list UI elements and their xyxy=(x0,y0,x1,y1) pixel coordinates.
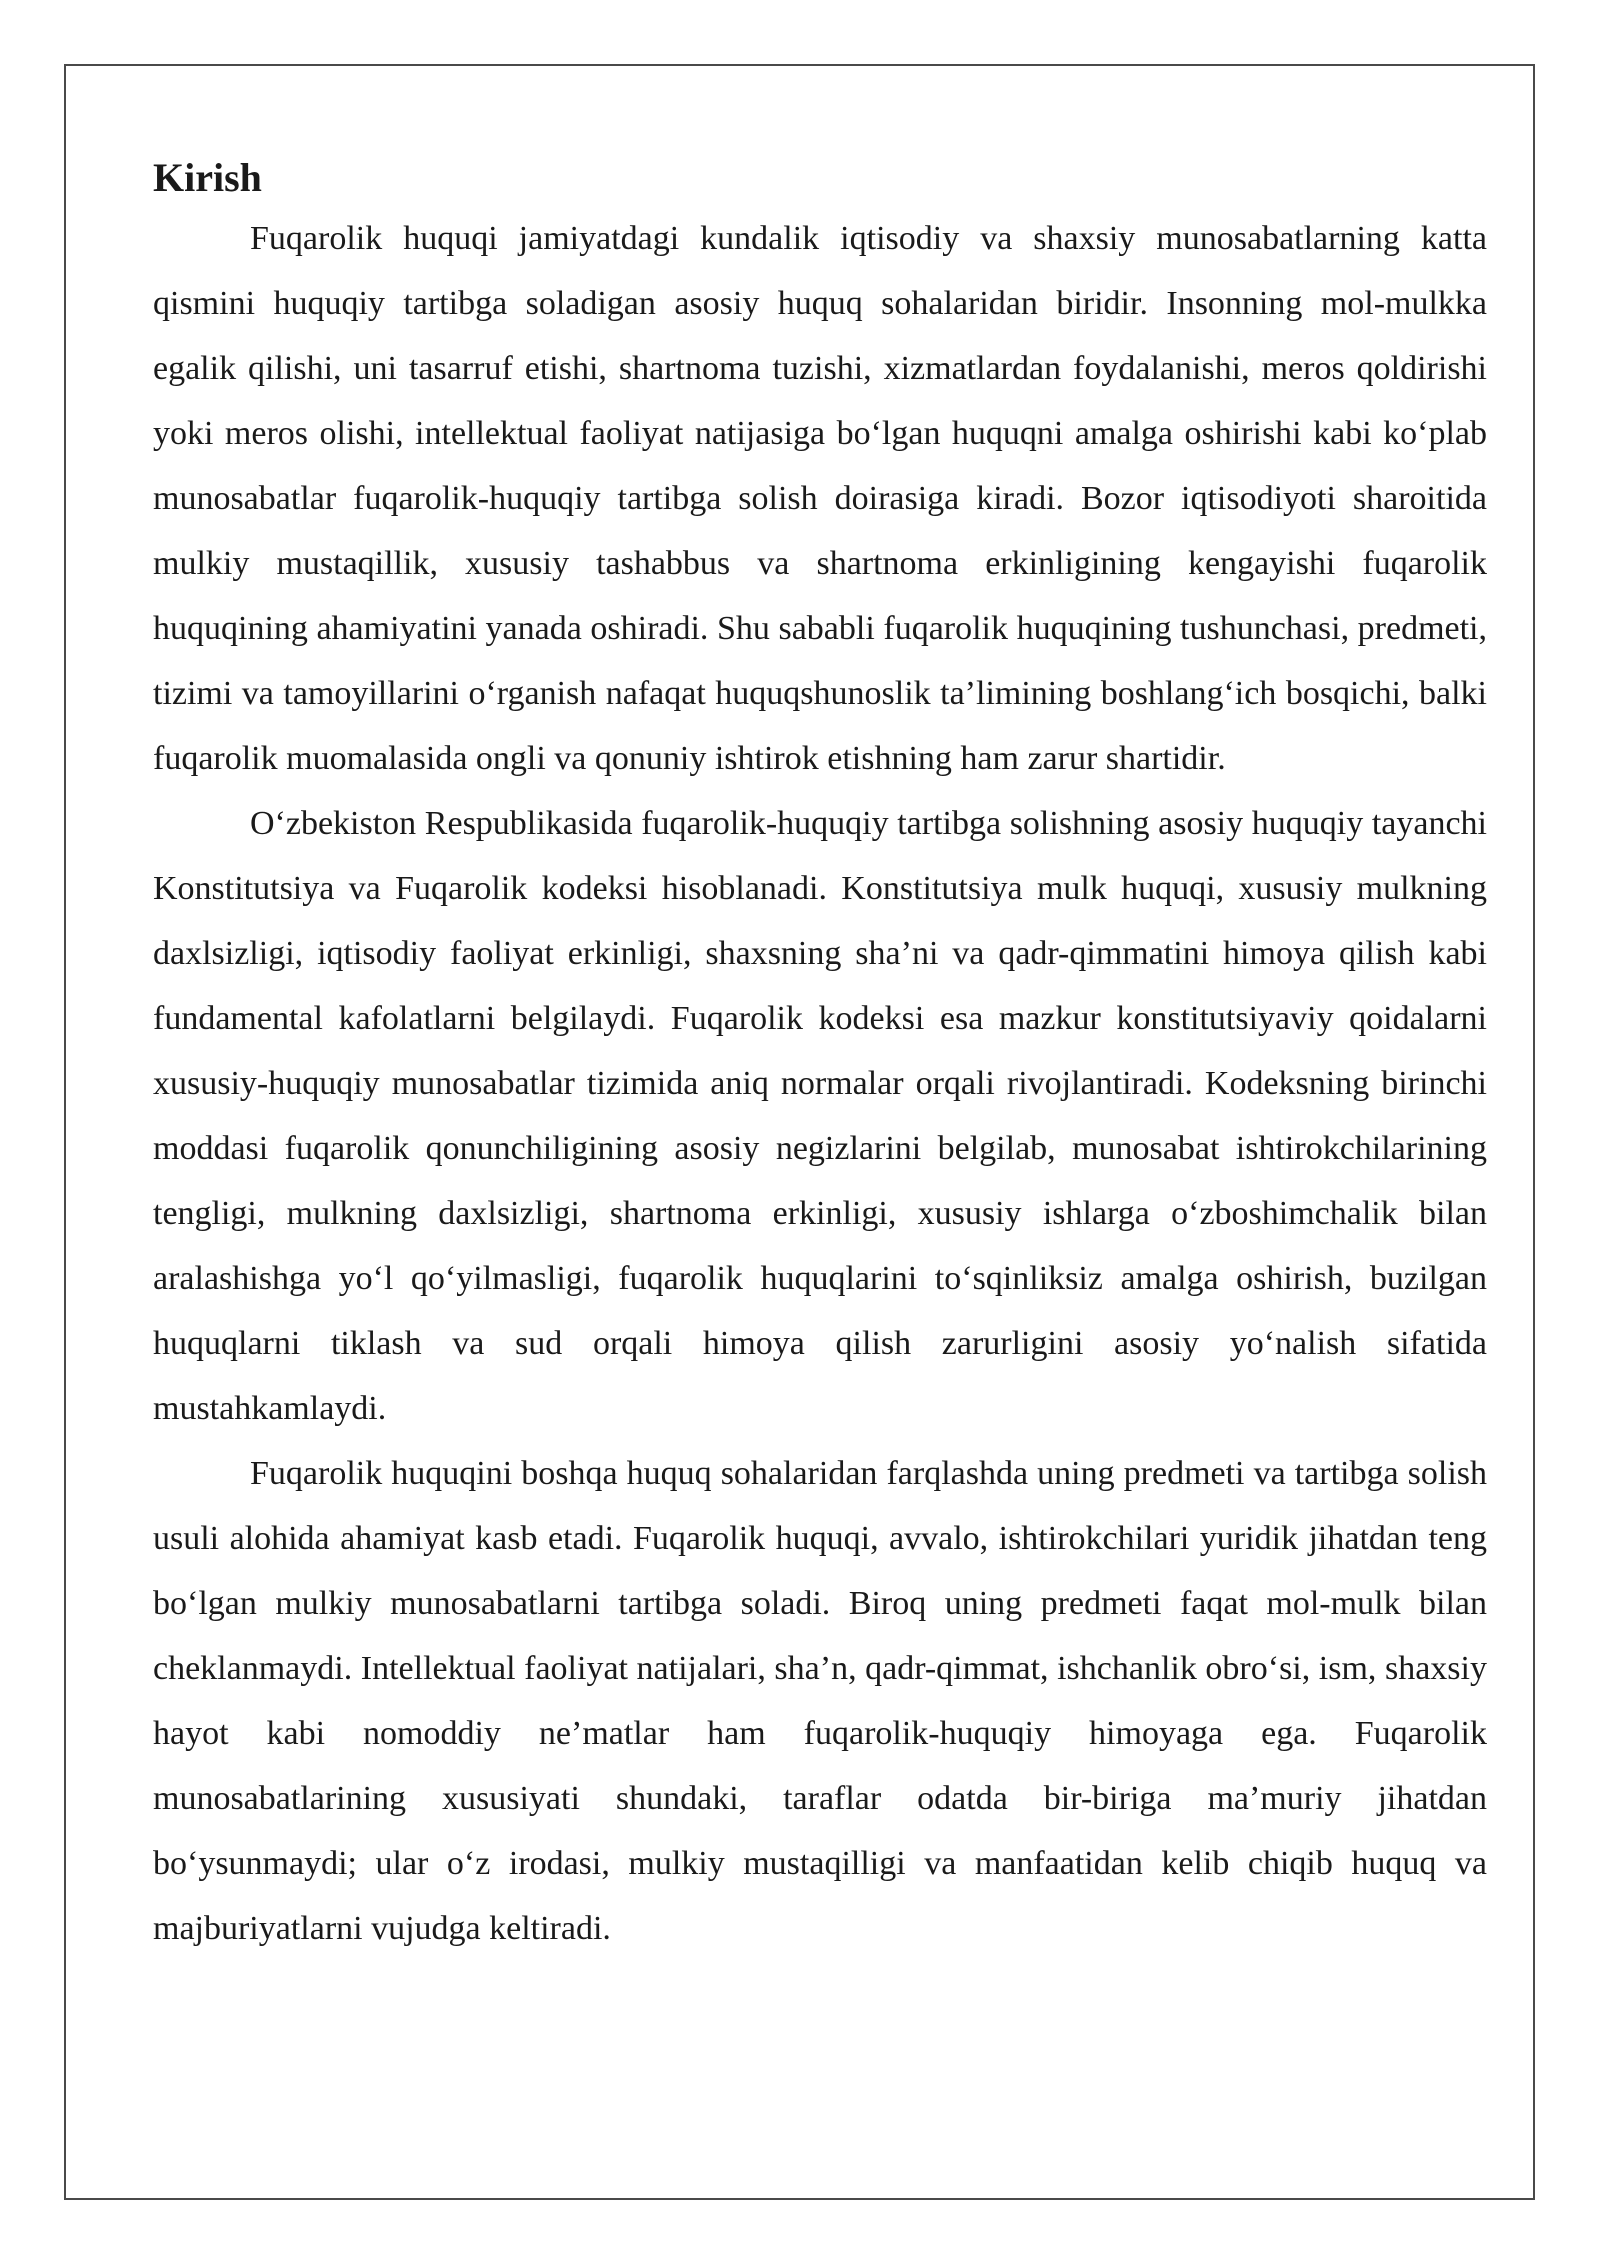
paragraph-3: Fuqarolik huquqini boshqa huquq sohalaridan farqlashda uning predmeti va tartibga solish usuli alohida ahamiyat kasb etadi. Fuqarolik huquqi, avvalo, ishtirokchilari yuridik jihatdan teng bo‘lgan mulkiy munosabatlarni tartibga soladi. Biroq uning predmeti faqat mol-mulk bilan cheklanmaydi. Intellektual faoliyat natijalari, sha’n, qadr-qimmat, ishchanlik obro‘si, ism, shaxsiy hayot kabi nomoddiy ne’matlar ham fuqarolik-huquqiy himoyaga ega. Fuqarolik munosabatlarining xususiyati shundaki, taraflar odatda bir-biriga ma’muriy jihatdan bo‘ysunmaydi; ular o‘z irodasi, mulkiy mustaqilligi va manfaatidan kelib chiqib huquq va majburiyatlarni vujudga keltiradi. xyxy=(153,1455,1487,1947)
paragraph-1: Fuqarolik huquqi jamiyatdagi kundalik iqtisodiy va shaxsiy munosabatlarning katta qismini huquqiy tartibga soladigan asosiy huquq sohalaridan biridir. Insonning mol-mulkka egalik qilishi, uni tasarruf etishi, shartnoma tuzishi, xizmatlardan foydalanishi, meros qoldirishi yoki meros olishi, intellektual faoliyat natijasiga bo‘lgan huquqni amalga oshirishi kabi ko‘plab munosabatlar fuqarolik-huquqiy tartibga solish doirasiga kiradi. Bozor iqtisodiyoti sharoitida mulkiy mustaqillik, xususiy tashabbus va shartnoma erkinligining kengayishi fuqarolik huquqining ahamiyatini yanada oshiradi. Shu sababli fuqarolik huquqining tushunchasi, predmeti, tizimi va tamoyillarini o‘rganish nafaqat huquqshunoslik ta’limining boshlang‘ich bosqichi, balki fuqarolik muomalasida ongli va qonuniy ishtirok etishning ham zarur shartidir. xyxy=(153,220,1487,777)
section-heading: Kirish xyxy=(153,155,262,200)
document-body xyxy=(153,150,1487,1961)
paragraph-2: O‘zbekiston Respublikasida fuqarolik-huquqiy tartibga solishning asosiy huquqiy tayanchi Konstitutsiya va Fuqarolik kodeksi hisoblanadi. Konstitutsiya mulk huquqi, xususiy mulkning daxlsizligi, iqtisodiy faoliyat erkinligi, shaxsning sha’ni va qadr-qimmatini himoya qilish kabi fundamental kafolatlarni belgilaydi. Fuqarolik kodeksi esa mazkur konstitutsiyaviy qoidalarni xususiy-huquqiy munosabatlar tizimida aniq normalar orqali rivojlantiradi. Kodeksning birinchi moddasi fuqarolik qonunchiligining asosiy negizlarini belgilab, munosabat ishtirokchilarining tengligi, mulkning daxlsizligi, shartnoma erkinligi, xususiy ishlarga o‘zboshimchalik bilan aralashishga yo‘l qo‘yilmasligi, fuqarolik huquqlarini to‘sqinliksiz amalga oshirish, buzilgan huquqlarni tiklash va sud orqali himoya qilish zarurligini asosiy yo‘nalish sifatida mustahkamlaydi. xyxy=(153,805,1487,1427)
